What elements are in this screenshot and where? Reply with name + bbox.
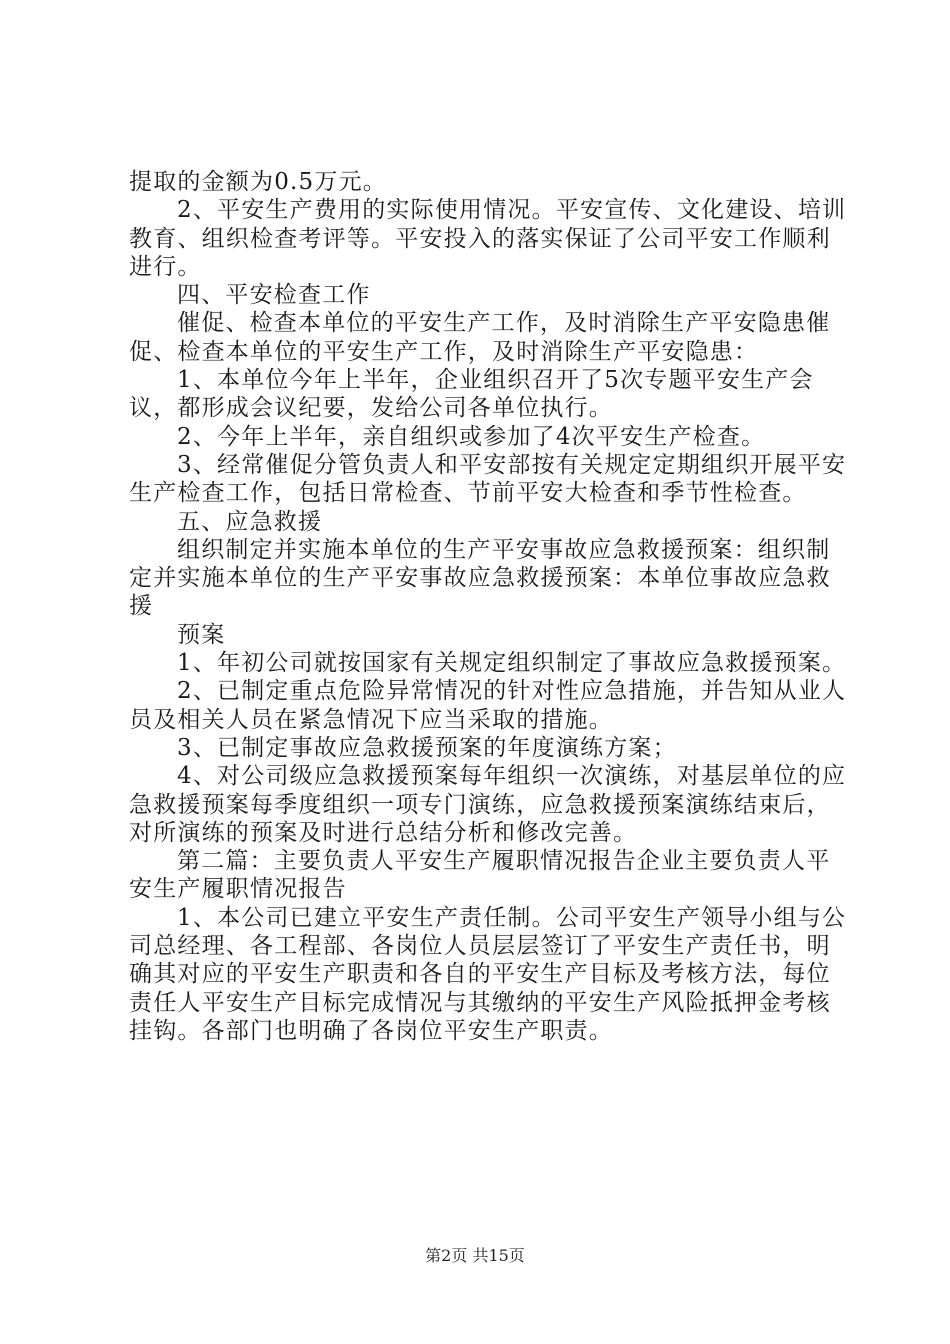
paragraph: 五、应急救援 — [177, 508, 323, 535]
paragraph: 3、已制定事故应急救援预案的年度演练方案； — [177, 734, 677, 761]
paragraph: 2、已制定重点危险异常情况的针对性应急措施，并告知从业人员及相关人员在紧急情况下应当采取的措施。 — [129, 678, 847, 733]
paragraph: 3、经常催促分管负责人和平安部按有关规定定期组织开展平安生产检查工作，包括日常检查、节前平安大检查和季节性检查。 — [129, 451, 847, 507]
paragraph: 1、年初公司就按国家有关规定组织制定了事故应急救援预案。 — [177, 650, 847, 677]
paragraph: 四、平安检查工作 — [177, 282, 371, 309]
paragraph: 4、对公司级应急救援预案每年组织一次演练，对基层单位的应急救援预案每季度组织一项专门演练，应急救援预案演练结束后，对所演练的预案及时进行总结分析和修改完善。 — [129, 763, 847, 846]
document-body — [129, 168, 854, 1045]
paragraph: 1、本单位今年上半年，企业组织召开了5次专题平安生产会议，都形成会议纪要，发给公司各单位执行。 — [129, 367, 814, 422]
paragraph: 提取的金额为0.5万元。 — [129, 169, 387, 195]
paragraph: 2、平安生产费用的实际使用情况。平安宣传、文化建设、培训教育、组织检查考评等。平安投入的落实保证了公司平安工作顺利进行。 — [129, 197, 847, 280]
paragraph: 第二篇：主要负责人平安生产履职情况报告企业主要负责人平安生产履职情况报告 — [129, 848, 831, 903]
paragraph: 催促、检查本单位的平安生产工作，及时消除生产平安隐患催促、检查本单位的平安生产工作，及时消除生产平安隐患： — [129, 310, 831, 365]
paragraph: 组织制定并实施本单位的生产平安事故应急救援预案：组织制定并实施本单位的生产平安事故应急救援预案：本单位事故应急救援 — [129, 536, 831, 620]
page-number: 第2页 共15页 — [425, 1246, 525, 1265]
paragraph: 2、今年上半年，亲自组织或参加了4次平安生产检查。 — [177, 423, 766, 450]
paragraph: 1、本公司已建立平安生产责任制。公司平安生产领导小组与公司总经理、各工程部、各岗位人员层层签订了平安生产责任书，明确其对应的平安生产职责和各自的平安生产目标及考核方法，每位责任人平安生产目标完成情况与其缴纳的平安生产风险抵押金考核挂钩。各部门也明确了各岗位平安生产职责。 — [129, 904, 847, 1044]
paragraph: 预案 — [177, 621, 226, 648]
